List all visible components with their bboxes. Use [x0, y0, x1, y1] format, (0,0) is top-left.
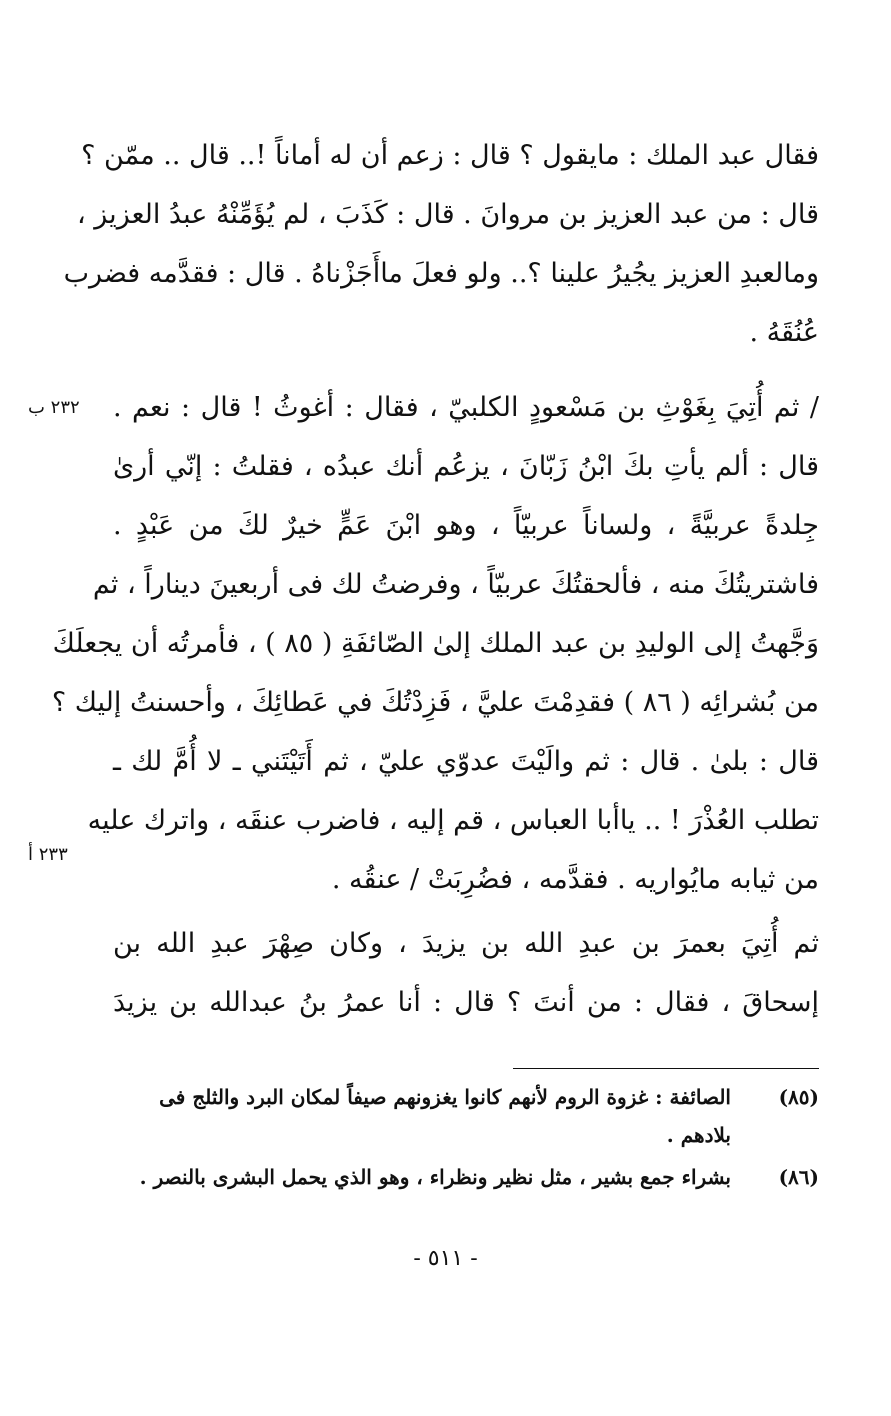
footnote-text [113, 1158, 731, 1196]
text-line: ومالعبدِ العزيز يجُيرُ علينا ؟.. ولو فعلَ ماأَجَزْناهُ . قال : فقدَّمه فضرب [63, 258, 819, 289]
footnote-line: بشراء جمع بشير ، مثل نظير ونظراء ، وهو الذي يحمل البشرى بالنصر . [139, 1165, 731, 1189]
text-line: فقال عبد الملك : مايقول ؟ قال : زعم أن له أماناً !.. قال .. ممّن ؟ [81, 140, 819, 171]
text-line: قال : من عبد العزيز بن مروانَ . قال : كَذَبَ ، لم يُؤَمِّنْهُ عبدُ العزيز ، [76, 199, 819, 230]
text-line: إسحاقَ ، فقال : من أنتَ ؟ قال : أنا عمرُ بنُ عبدالله بن يزيدَ [113, 987, 819, 1018]
text-line: / ثم أُتِيَ بِغَوْثِ بن مَسْعودٍ الكلبيّ ، فقال : أغوثُ ! قال : نعم . [113, 392, 819, 423]
text-line: من بُشرائِه ( ٨٦ ) فقدِمْتَ عليَّ ، فَزِدْتُكَ في عَطائِكَ ، وأحسنتُ إليك ؟ [51, 687, 819, 718]
text-line: تطلب العُذْرَ ! .. ياأبا العباس ، قم إليه ، فاضرب عنقَه ، واترك عليه [87, 805, 819, 836]
text-line: وَجَّهتُ إلى الوليدِ بن عبد الملك إلىٰ الصّائفَةِ ( ٨٥ ) ، فأمرتُه أن يجعلَكَ [52, 628, 819, 659]
footnote-86 [113, 1158, 819, 1196]
footnote-85 [113, 1078, 819, 1154]
footnotes [113, 1078, 819, 1200]
footnote-line: بلادهم . [666, 1123, 731, 1147]
text-line: ثم أُتِيَ بعمرَ بن عبدِ الله بن يزيدَ ، وكان صِهْرَ عبدِ الله بن [113, 928, 819, 959]
paragraph-3 [113, 914, 819, 1032]
text-line: عُنُقَهُ . [749, 317, 819, 348]
text-line: قال : ألم يأتِ بكَ ابْنُ زَبّانَ ، يزعُم أنك عبدُه ، فقلتُ : إنّي أرىٰ [113, 451, 819, 482]
footnote-divider [513, 1068, 819, 1069]
text-line: جِلدةً عربيَّةً ، ولساناً عربيّاً ، وهو ابْنَ عَمٍّ خيرٌ لكَ من عَبْدٍ . [113, 510, 819, 541]
footnote-text [113, 1078, 731, 1154]
text-line: قال : بلىٰ . قال : ثم والَيْتَ عدوّي عليّ ، ثم أَتَيْتَني ـ لا أُمَّ لك ـ [113, 746, 819, 777]
page-number: - ٥١١ - [413, 1246, 478, 1271]
footnote-number: (٨٦) [778, 1165, 819, 1189]
footnote-line: الصائفة : غزوة الروم لأنهم كانوا يغزونهم صيفاً لمكان البرد والثلج فى [159, 1085, 731, 1109]
text-line: فاشتريتُكَ منه ، فألحقتُكَ عربيّاً ، وفرضتُ لك فى أربعينَ ديناراً ، ثم [92, 569, 819, 600]
margin-folio-note: ٢٣٢ ب [28, 397, 80, 418]
footnote-number: (٨٥) [778, 1085, 819, 1109]
paragraph-1 [63, 126, 819, 362]
text-line: من ثيابه مايُواريه . فقدَّمه ، فضُرِبَتْ / عنقُه . [331, 864, 819, 895]
margin-folio-note: ٢٣٣ أ [28, 844, 68, 865]
